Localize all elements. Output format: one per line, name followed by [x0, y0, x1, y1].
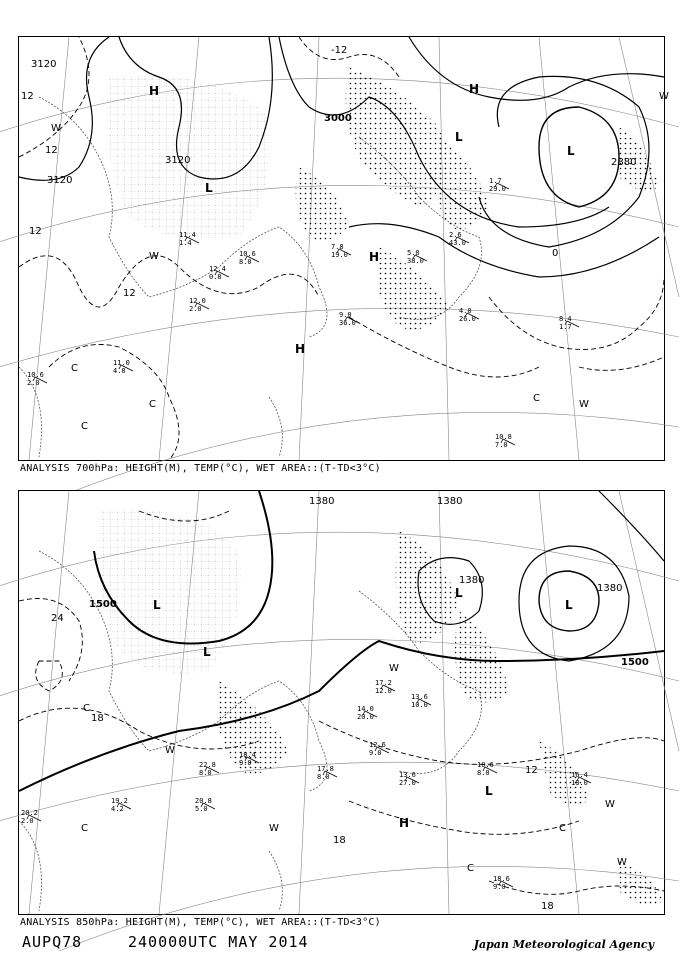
map-700hpa: [19, 37, 669, 460]
station-dewpoint-depression: 38.0: [407, 257, 424, 265]
height-label: 3120: [31, 59, 57, 70]
station-dewpoint-depression: 8.0: [317, 773, 330, 781]
wet-areas: [296, 67, 659, 330]
station-dewpoint-depression: 20.0: [357, 713, 374, 721]
station-temp: 10.6: [239, 250, 256, 258]
cold-marker: C: [149, 399, 156, 410]
station-temp: 5.0: [407, 249, 420, 257]
high-center: H: [369, 250, 380, 264]
station-temp: 17.2: [375, 679, 392, 687]
low-center: L: [153, 598, 161, 612]
station-dewpoint-depression: 7.0: [495, 441, 508, 449]
temp-label: 0: [552, 248, 559, 259]
station-plot: [459, 307, 479, 323]
station-dewpoint-depression: 1.4: [179, 239, 192, 247]
warm-marker: W: [149, 251, 159, 262]
temp-label: 12: [29, 226, 42, 237]
station-dewpoint-depression: 1.7: [559, 323, 572, 331]
station-plot: [407, 249, 427, 265]
station-temp: 20.8: [195, 797, 212, 805]
station-temp: 10.6: [27, 371, 44, 379]
station-plot: [189, 297, 209, 313]
station-dewpoint-depression: 0.8: [209, 273, 222, 281]
high-center: H: [399, 816, 410, 830]
station-dewpoint-depression: 9.0: [239, 759, 252, 767]
cold-marker: C: [83, 703, 90, 714]
warm-marker: W: [605, 799, 615, 810]
station-plot: [369, 741, 389, 757]
station-temp: 9.0: [339, 311, 352, 319]
station-dewpoint-depression: 2.0: [21, 817, 34, 825]
station-dewpoint-depression: 8.0: [199, 769, 212, 777]
map-panel-850hpa: [18, 490, 665, 915]
station-temp: 16.4: [571, 771, 588, 779]
cold-marker: C: [559, 823, 566, 834]
station-plot: [559, 315, 579, 331]
station-plot: [493, 875, 513, 891]
station-dewpoint-depression: 12.0: [375, 687, 392, 695]
station-temp: 10.8: [495, 433, 512, 441]
station-temp: 2.6: [449, 231, 462, 239]
station-temp: 13.6: [399, 771, 416, 779]
temp-label: 12: [45, 145, 58, 156]
station-dewpoint-depression: 26.0: [459, 315, 476, 323]
cold-marker: C: [467, 863, 474, 874]
station-dewpoint-depression: 4.2: [111, 805, 124, 813]
valid-time: 240000UTC MAY 2014: [128, 933, 309, 951]
temp-label: -12: [331, 45, 348, 56]
station-plots: [21, 679, 591, 891]
temp-label: 12: [525, 765, 538, 776]
cold-marker: C: [81, 421, 88, 432]
height-label: 3120: [47, 175, 73, 186]
station-dewpoint-depression: 5.0: [195, 805, 208, 813]
warm-marker: W: [165, 745, 175, 756]
height-label: 1380: [459, 575, 485, 586]
low-center: L: [455, 586, 463, 600]
height-label: 1500: [89, 599, 117, 610]
grid-hatch: [97, 509, 242, 673]
map-850hpa: [19, 491, 664, 914]
station-plot: [27, 371, 47, 387]
cold-marker: C: [71, 363, 78, 374]
station-temp: 12.4: [209, 265, 226, 273]
station-dewpoint-depression: 19.0: [331, 251, 348, 259]
station-plot: [331, 243, 351, 259]
station-plot: [111, 797, 131, 813]
low-center: L: [455, 130, 463, 144]
low-center: L: [205, 181, 213, 195]
height-label: 1380: [597, 583, 623, 594]
warm-marker: W: [269, 823, 279, 834]
temp-label: 12: [123, 288, 136, 299]
low-center: L: [485, 784, 493, 798]
temp-label: 18: [333, 835, 346, 846]
low-center: L: [567, 144, 575, 158]
cold-marker: C: [81, 823, 88, 834]
station-temp: 13.6: [411, 693, 428, 701]
station-dewpoint-depression: 4.8: [113, 367, 126, 375]
warm-marker: W: [389, 663, 399, 674]
station-dewpoint-depression: 2.0: [189, 305, 202, 313]
station-plot: [375, 679, 395, 695]
station-plot: [357, 705, 377, 721]
station-temp: 12.0: [189, 297, 206, 305]
station-dewpoint-depression: 10.0: [411, 701, 428, 709]
station-temp: 10.6: [477, 761, 494, 769]
chart-identifier: AUPQ78: [22, 933, 83, 951]
station-plot: [495, 433, 515, 449]
station-plot: [195, 797, 215, 813]
station-plot: [317, 765, 337, 781]
station-dewpoint-depression: 43.0: [449, 239, 466, 247]
panel-caption-850hpa: ANALYSIS 850hPa: HEIGHT(M), TEMP(°C), WET AREA::(T-TD<3°C): [20, 917, 381, 928]
station-temp: 1.7: [489, 177, 502, 185]
station-temp: 11.0: [113, 359, 130, 367]
temp-label: 18: [541, 901, 554, 912]
height-label: 1380: [437, 496, 463, 507]
station-temp: 17.8: [317, 765, 334, 773]
station-dewpoint-depression: 18.0: [571, 779, 588, 787]
station-dewpoint-depression: 9.0: [369, 749, 382, 757]
station-plot: [399, 771, 419, 787]
station-temp: 12.6: [369, 741, 386, 749]
station-dewpoint-depression: 9.0: [493, 883, 506, 891]
warm-marker: W: [579, 399, 589, 410]
high-center: H: [295, 342, 306, 356]
cold-marker: C: [533, 393, 540, 404]
temp-label: 24: [51, 613, 64, 624]
station-dewpoint-depression: 29.0: [489, 185, 506, 193]
station-dewpoint-depression: 27.0: [399, 779, 416, 787]
station-plot: [113, 359, 133, 375]
warm-marker: W: [51, 123, 61, 134]
station-temp: 7.8: [331, 243, 344, 251]
station-dewpoint-depression: 36.0: [339, 319, 356, 327]
low-center: L: [203, 645, 211, 659]
station-temp: 18.6: [493, 875, 510, 883]
station-temp: 22.8: [199, 761, 216, 769]
station-plot: [411, 693, 431, 709]
station-dewpoint-depression: 8.0: [477, 769, 490, 777]
station-plot: [239, 250, 259, 266]
agency-credit: Japan Meteorological Agency: [473, 938, 654, 951]
station-temp: 8.4: [559, 315, 572, 323]
height-label: 3120: [165, 155, 191, 166]
station-temp: 4.0: [459, 307, 472, 315]
temp-label: 18: [91, 713, 104, 724]
low-center: L: [565, 598, 573, 612]
height-label: 1500: [621, 657, 649, 668]
warm-marker: W: [617, 857, 627, 868]
height-label: 2880: [611, 157, 637, 168]
warm-marker: W: [659, 91, 669, 102]
station-dewpoint-depression: 8.0: [239, 258, 252, 266]
station-dewpoint-depression: 2.0: [27, 379, 40, 387]
station-plot: [449, 231, 469, 247]
station-plot: [209, 265, 229, 281]
temp-label: 12: [21, 91, 34, 102]
station-plot: [571, 771, 591, 787]
station-plot: [339, 311, 359, 327]
station-plot: [477, 761, 497, 777]
graticule: [0, 37, 679, 497]
station-temp: 14.0: [357, 705, 374, 713]
height-label: 1380: [309, 496, 335, 507]
high-center: H: [469, 82, 480, 96]
panel-caption-700hpa: ANALYSIS 700hPa: HEIGHT(M), TEMP(°C), WET AREA::(T-TD<3°C): [20, 463, 381, 474]
high-center: H: [149, 84, 160, 98]
station-plot: [489, 177, 509, 193]
station-temp: 20.2: [21, 809, 38, 817]
station-temp: 19.2: [111, 797, 128, 805]
height-label: 3000: [324, 113, 352, 124]
station-temp: 18.4: [239, 751, 256, 759]
map-panel-700hpa: [18, 36, 669, 461]
station-temp: 11.4: [179, 231, 196, 239]
